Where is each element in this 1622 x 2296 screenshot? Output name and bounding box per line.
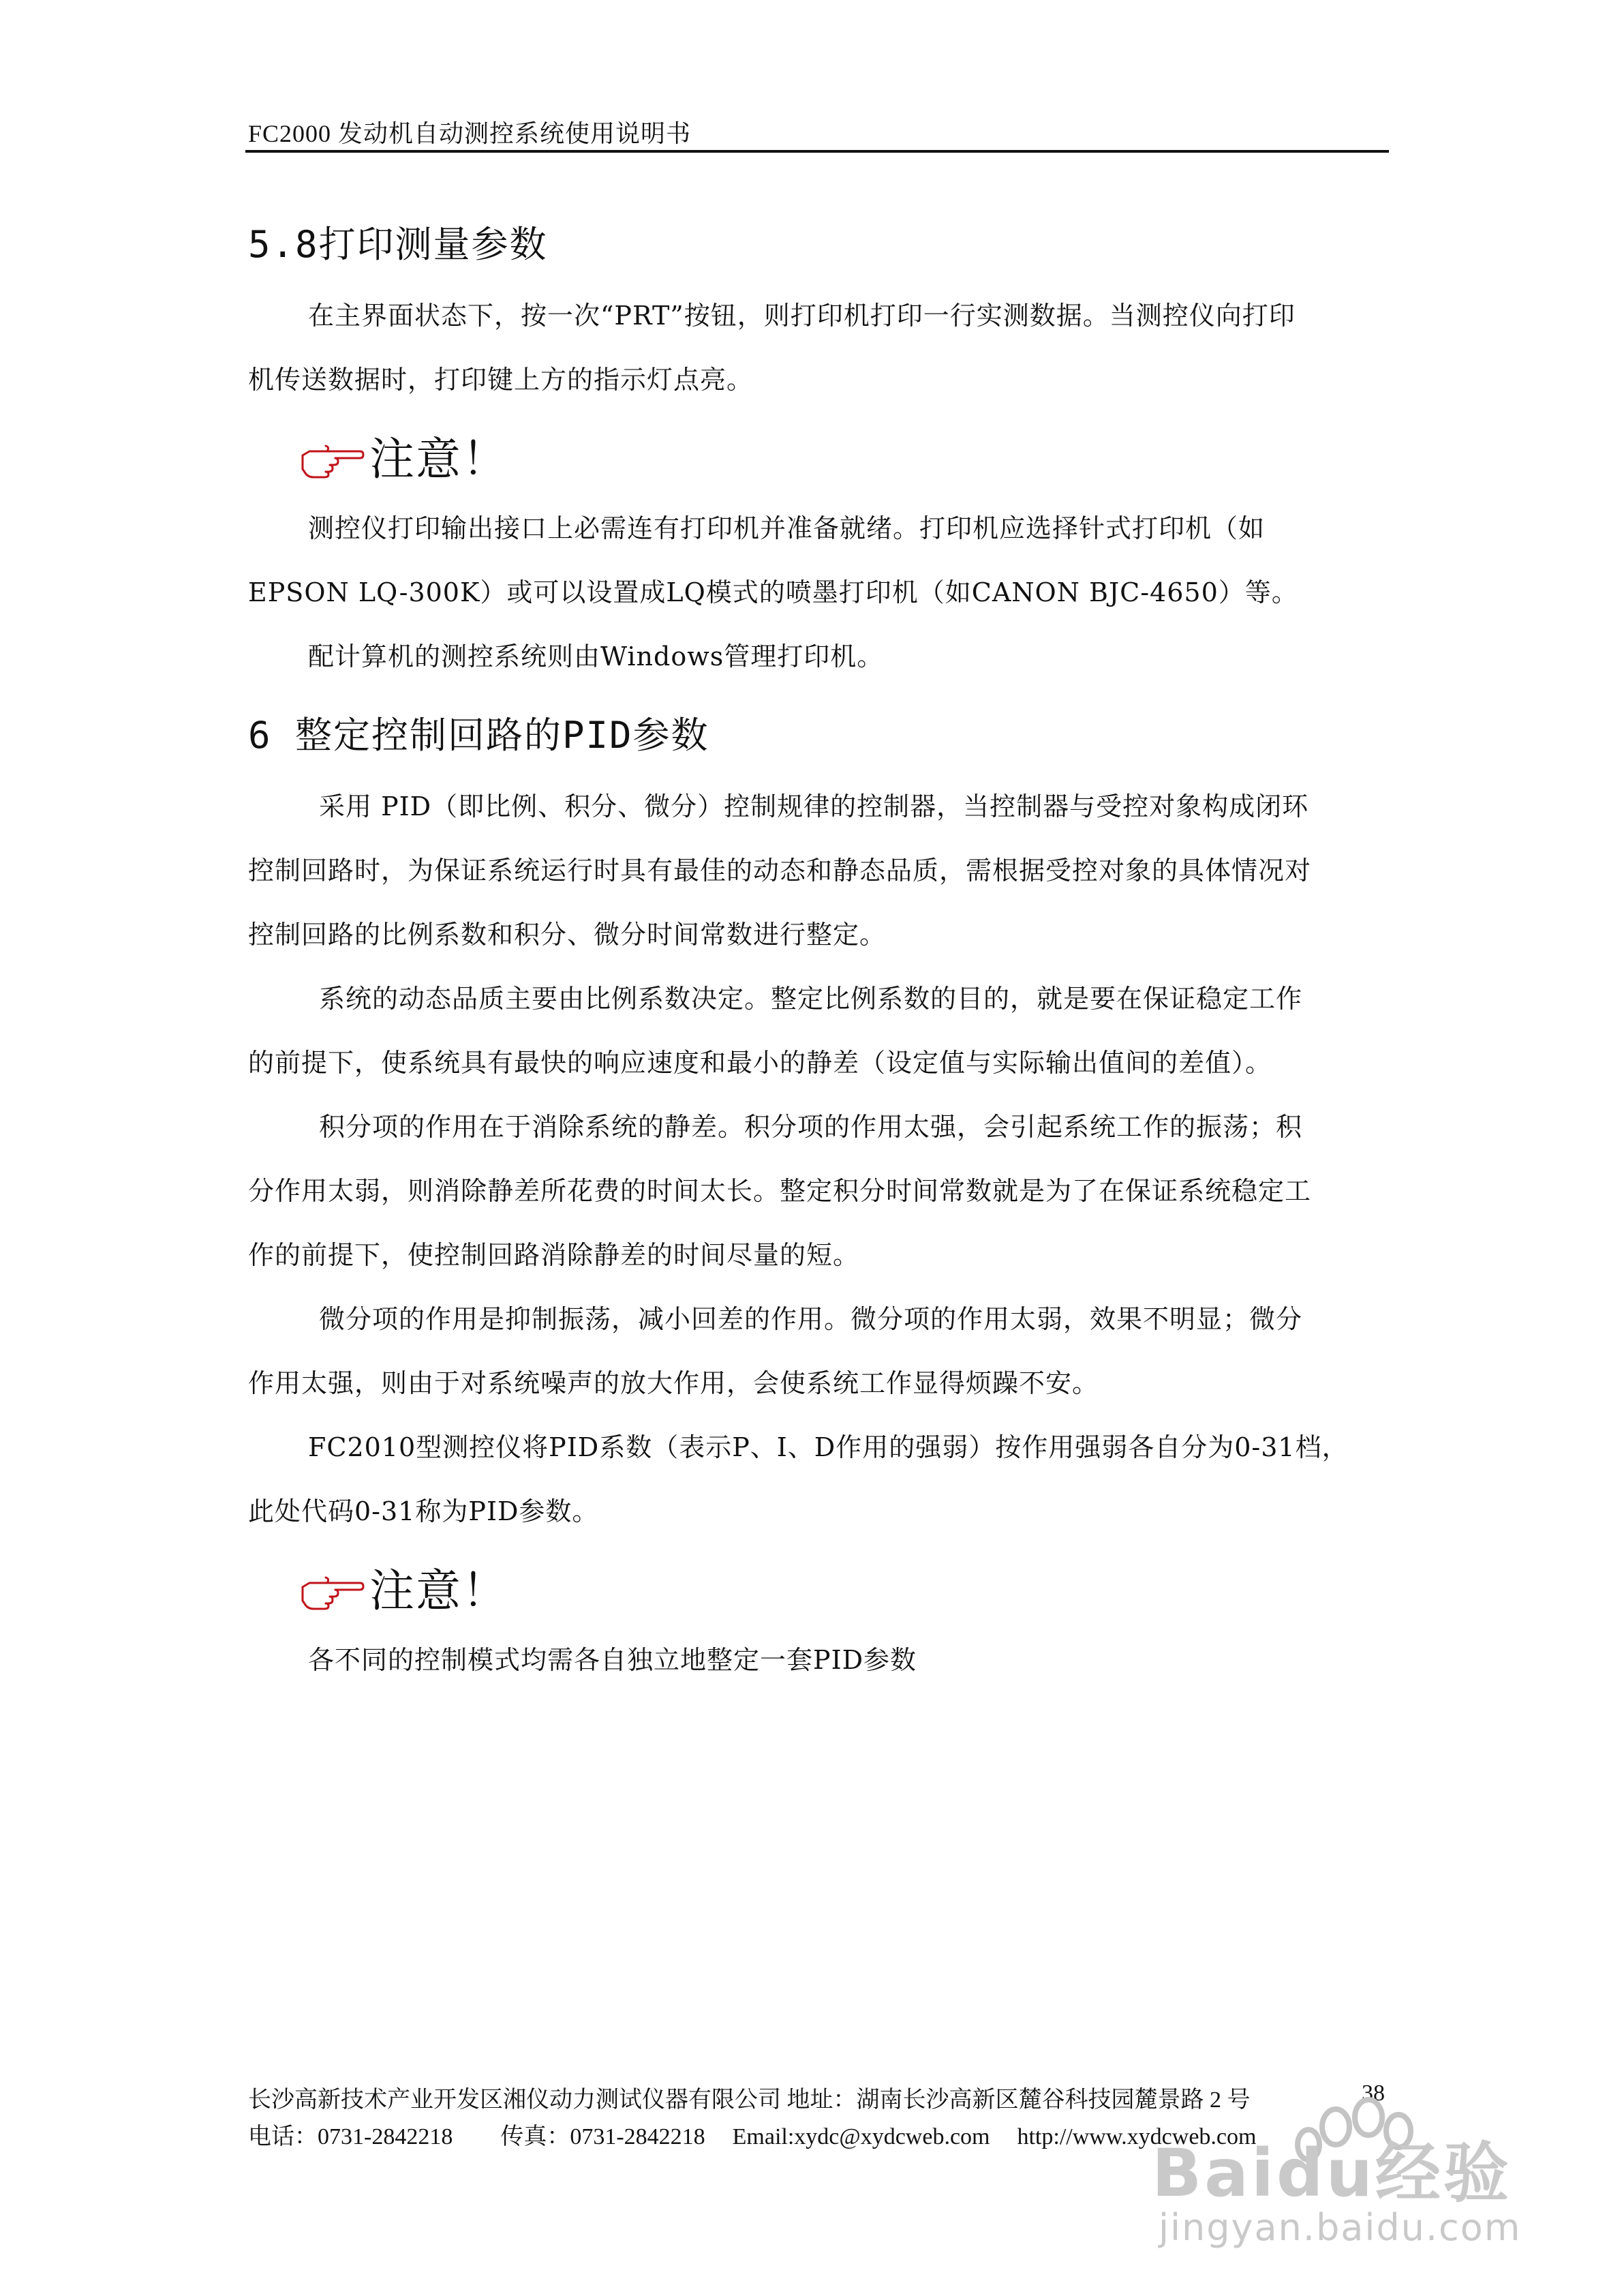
notice-print [300,423,508,489]
paragraph-line: FC2010型测控仪将PID系数（表示P、I、D作用的强弱）按作用强弱各自分为0-31档， [308,1432,1349,1462]
paragraph-line: 在主界面状态下，按一次“PRT”按钮，则打印机打印一行实测数据。当测控仪向打印 [308,301,1296,331]
paragraph-line: 采用 PID（即比例、积分、微分）控制规律的控制器，当控制器与受控对象构成闭环 [319,791,1309,821]
section-heading-pid: 6 整定控制回路的PID参数 [248,714,709,757]
pointing-hand-icon [300,437,365,489]
footer-email: Email:xydc@xydcweb.com [732,2124,990,2149]
notice-line: 配计算机的测控系统则由Windows管理打印机。 [308,641,884,671]
footer-fax: 传真：0731-2842218 [500,2124,705,2149]
paragraph-line: 作的前提下，使控制回路消除静差的时间尽量的短。 [248,1240,860,1270]
notice-line: 测控仪打印输出接口上必需连有打印机并准备就绪。打印机应选择针式打印机（如 [308,513,1266,543]
notice-text-print [248,496,1298,689]
pid-body [248,774,1349,1543]
footer-contact [248,2117,1256,2151]
paragraph-line: 系统的动态品质主要由比例系数决定。整定比例系数的目的，就是要在保证稳定工作 [319,984,1303,1014]
notice-pid [300,1554,508,1621]
notice-line: EPSON LQ-300K）或可以设置成LQ模式的喷墨打印机（如CANON BJC-4650）等。 [248,577,1298,607]
paragraph-line: 此处代码0-31称为PID参数。 [248,1496,599,1526]
footer-url: http://www.xydcweb.com [1017,2124,1257,2149]
paragraph-line: 的前提下，使系统具有最快的响应速度和最小的静差（设定值与实际输出值间的差值）。 [248,1048,1272,1078]
footer-company-address: 长沙高新技术产业开发区湘仪动力测试仪器有限公司 地址：湖南长沙高新区麓谷科技园麓景路 2 号 [248,2087,1251,2113]
print-paragraph [248,284,1296,412]
watermark-brand: Baidu经验 [1152,2135,1512,2211]
paragraph-line: 微分项的作用是抑制振荡，减小回差的作用。微分项的作用太弱，效果不明显；微分 [319,1304,1303,1334]
header-title: FC2000 发动机自动测控系统使用说明书 [248,120,692,147]
paragraph-line: 控制回路的比例系数和积分、微分时间常数进行整定。 [248,920,887,950]
watermark-site: jingyan.baidu.com [1159,2206,1522,2249]
notice-text-pid: 各不同的控制模式均需各自独立地整定一套PID参数 [308,1645,917,1675]
notice-label: 注意！ [369,1565,508,1617]
paragraph-line: 控制回路时，为保证系统运行时具有最佳的动态和静态品质，需根据受控对象的具体情况对 [248,856,1312,886]
section-heading-print: 5.8打印测量参数 [248,223,548,266]
pointing-hand-icon [300,1569,365,1621]
header-divider [245,150,1389,153]
page-number: 38 [1362,2081,1385,2106]
paragraph-line: 积分项的作用在于消除系统的静差。积分项的作用太强，会引起系统工作的振荡；积 [319,1112,1303,1142]
footer-phone: 电话：0731-2842218 [248,2124,453,2149]
paragraph-line: 分作用太弱，则消除静差所花费的时间太长。整定积分时间常数就是为了在保证系统稳定工 [248,1176,1312,1206]
paragraph-line: 作用太强，则由于对系统噪声的放大作用，会使系统工作显得烦躁不安。 [248,1368,1099,1398]
notice-label: 注意！ [369,433,508,485]
paragraph-line: 机传送数据时，打印键上方的指示灯点亮。 [248,365,754,395]
